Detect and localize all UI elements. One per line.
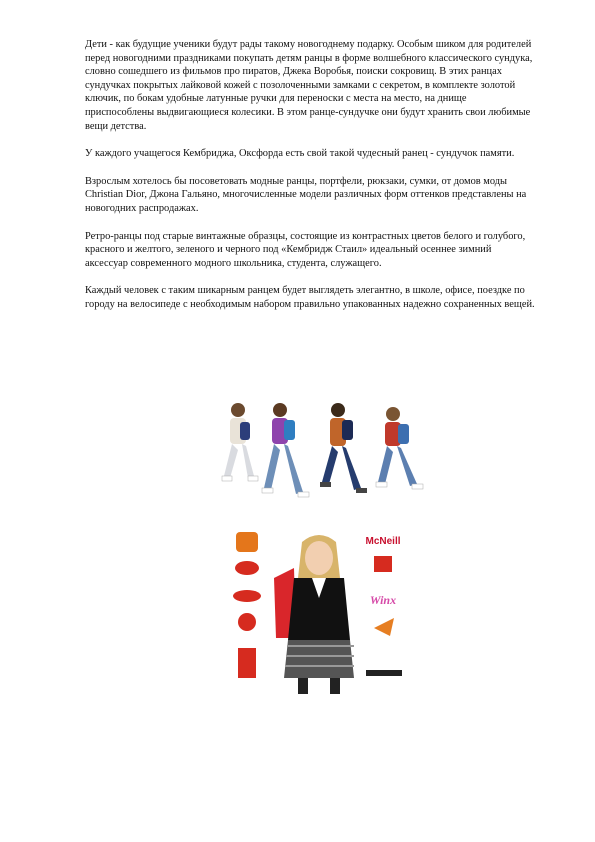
girl-figure [274,535,354,694]
brand-logo [374,556,392,572]
paragraph-4: Ретро-ранцы под старые винтажные образцы, состоящие из контрастных цветов белого и голубого, красного и желтого, зеленого и черного под «Кембридж Стаил» идеальный осеннее зимний аксессуар современного модного школьника, студента, служащего. [85,230,526,269]
brand-logo-column-left [233,532,261,678]
brand-logo [233,590,261,602]
paragraph-2: У каждого учащегося Кембриджа, Оксфорда есть свой такой чудесный ранец - сундучок памяти. [85,148,515,160]
brand-logo-column-right [362,534,404,676]
winx-logo: Winx [369,593,397,607]
paragraph-1: Дети - как будущие ученики будут рады такому новогоднему подарку. Особым шиком для родителей перед новогодними праздниками покупать детям ранцы в форме волшебного классического сундука, словно сошедшего из фильмов про пиратов, Джека Воробья, поиски сокровищ. В этих ранцах сундучках покрытых лайковой кожей с позолоченными замками с секретом, в комплекте золотой ключик, по бокам удобные латунные ручки для переноски с места на место, на днище приспособлены выдвигающиеся колесики. В этом ранце-сундучке они будут хранить свои любимые вещи детства. [85,39,533,132]
brand-logo [366,670,402,676]
brand-logo [238,613,256,631]
child-figure [262,403,309,497]
child-figure [376,407,423,489]
child-figure [222,403,258,481]
article-text [85,38,535,326]
paragraph-5: Каждый человек с таким шикарным ранцем будет выглядеть элегантно, в школе, офисе, поездке по городу на велосипеде с необходимым набором правильно упакованных надежно сохраненных вещей. [85,285,535,310]
brand-logo [238,648,256,678]
child-figure [320,403,367,493]
brand-logo [236,532,258,552]
paragraph-3: Взрослым хотелось бы посоветовать модные ранцы, портфели, рюкзаки, сумки, от домов моды Christian Dior, Джона Гальяно, многочисленные модели различных форм оттенков представлены на новогодних распродажах. [85,175,527,214]
brand-logo [374,618,394,636]
brand-logo [235,561,259,575]
running-children-photo [218,398,428,508]
girl-with-backpack-photo [224,528,414,698]
mcneill-logo: McNeill [365,536,401,547]
